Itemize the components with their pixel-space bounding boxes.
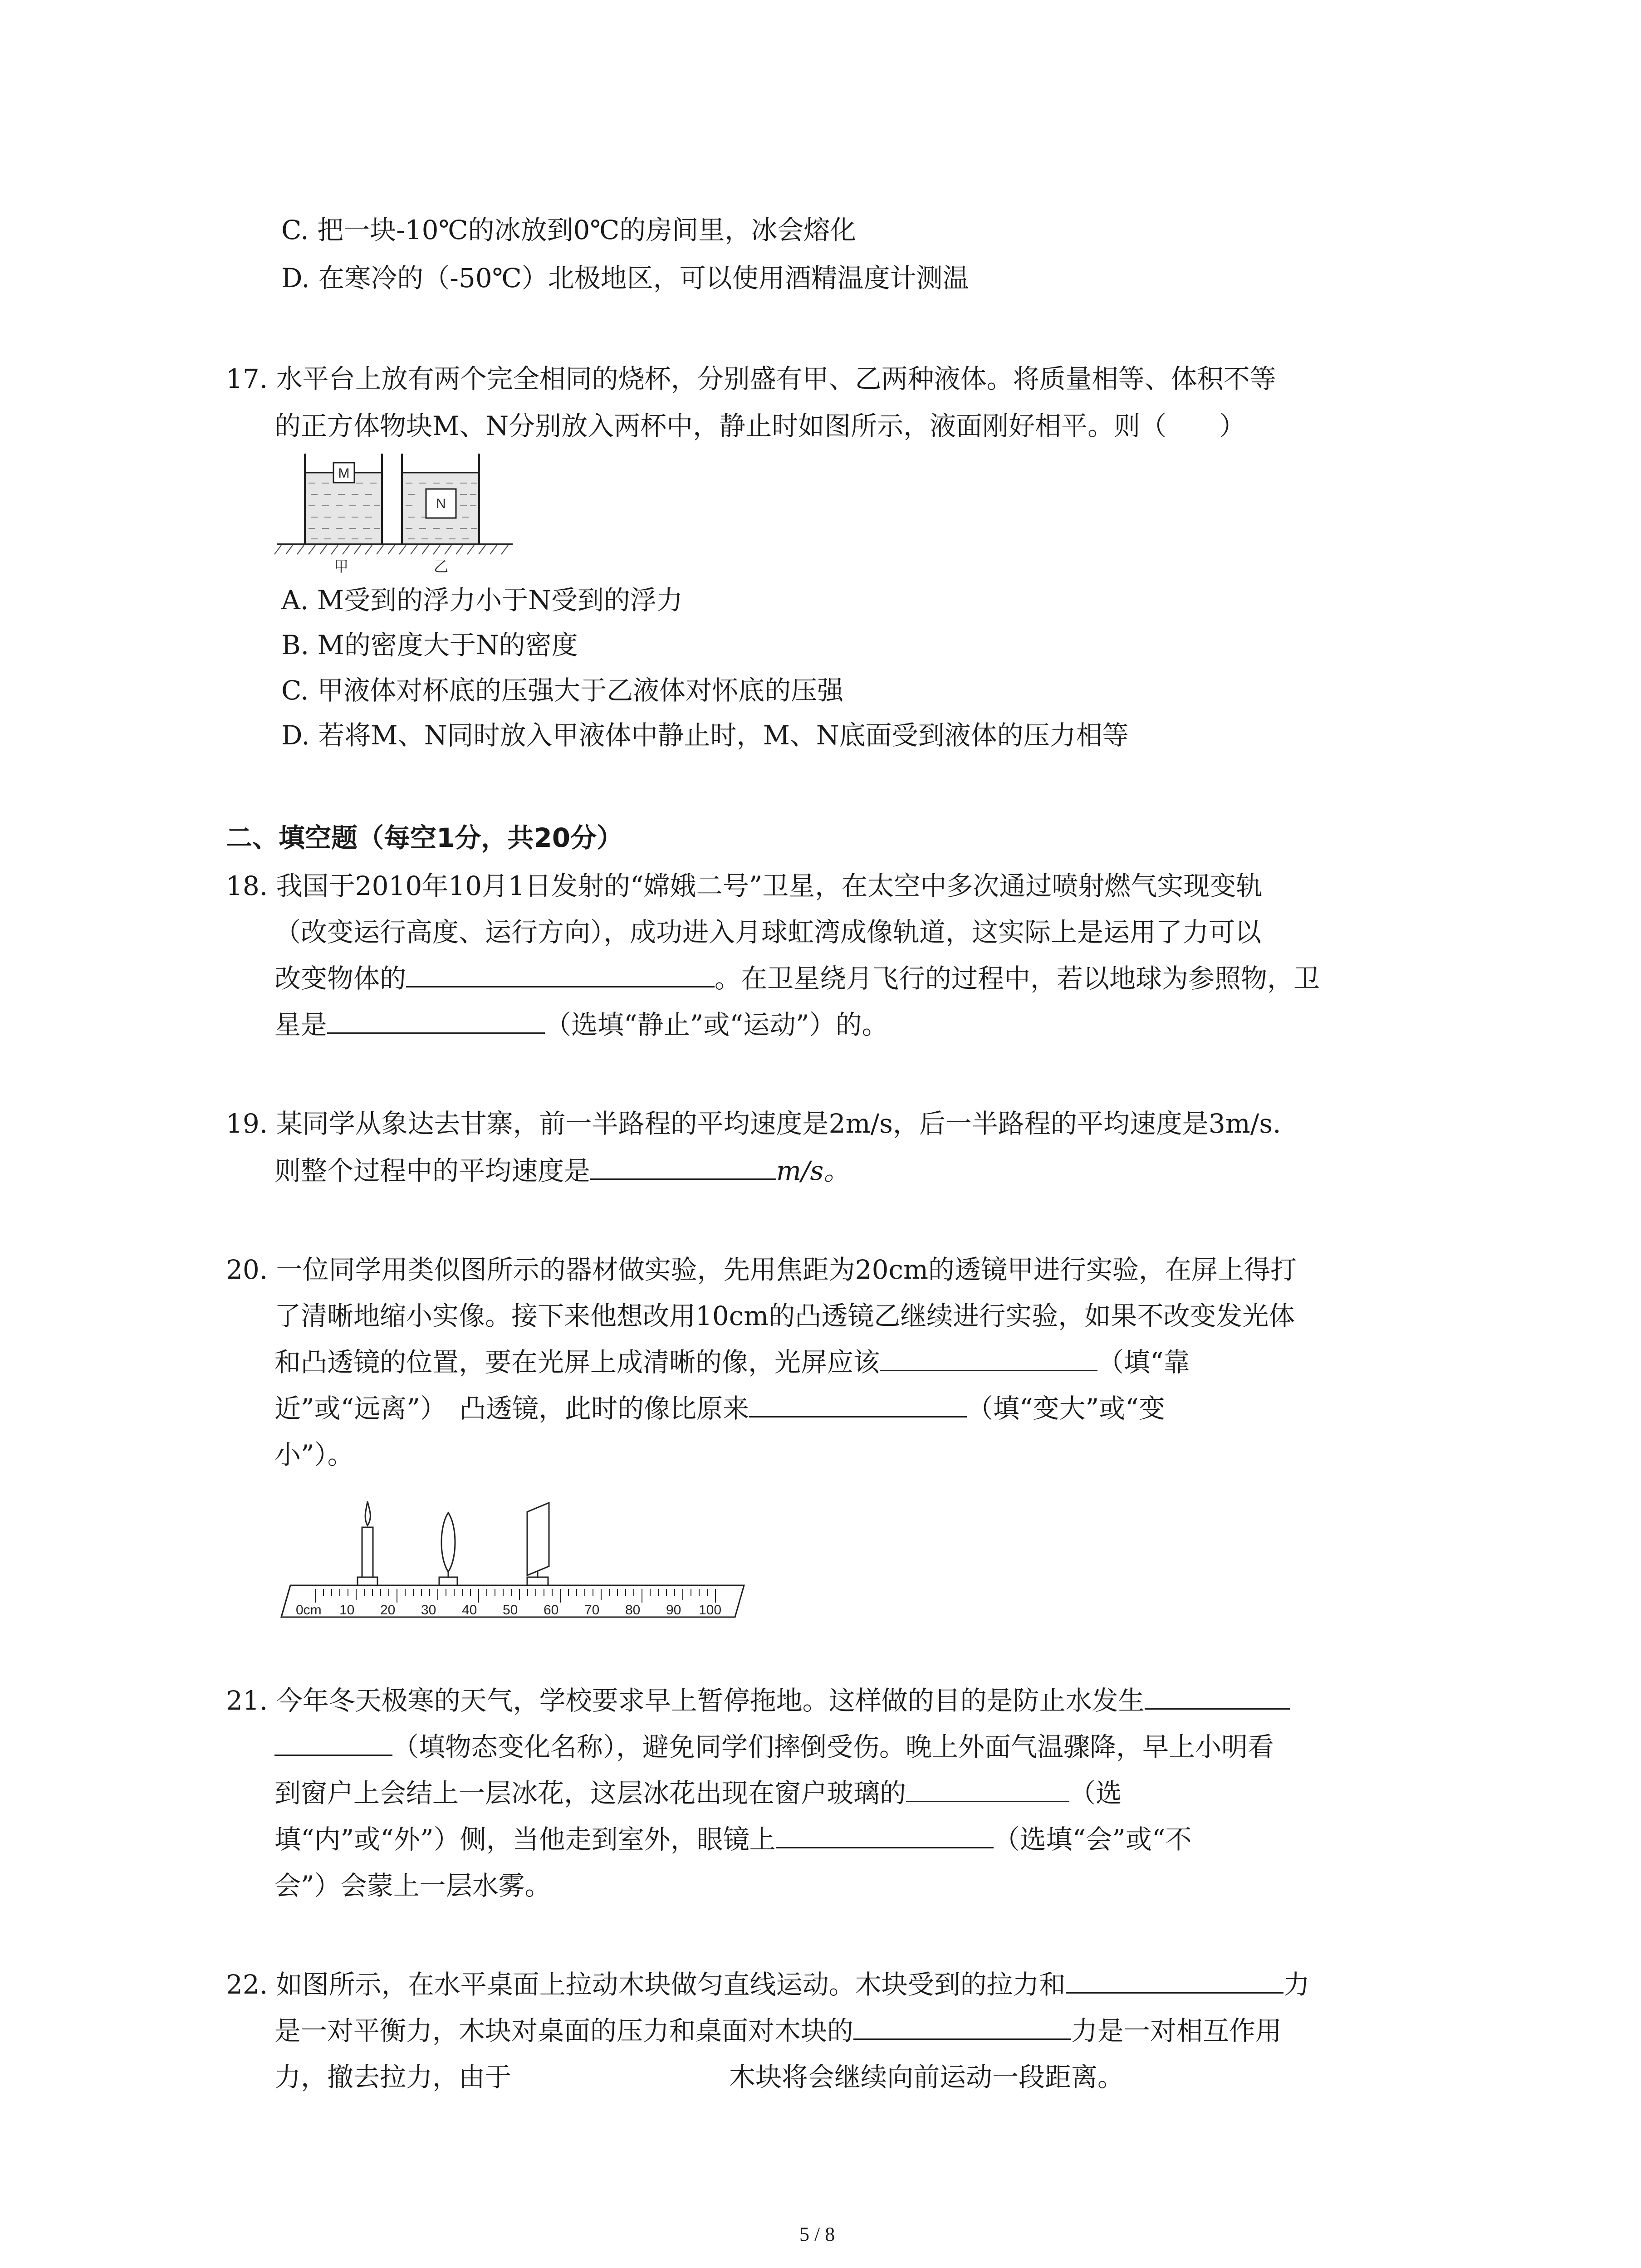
q21-answer-blank-2[interactable] <box>906 1777 1069 1802</box>
ruler-label-60: 60 <box>544 1603 559 1618</box>
optical-bench-figure <box>277 1499 758 1622</box>
q19-answer-blank[interactable] <box>590 1155 776 1180</box>
q20-answer-blank-1[interactable] <box>880 1346 1097 1371</box>
ruler-label-20: 20 <box>380 1603 396 1618</box>
q18-line3 <box>274 963 1320 994</box>
candle-icon <box>358 1501 377 1585</box>
q21-answer-blank-3[interactable] <box>776 1823 994 1848</box>
q20-line5: 小”）。 <box>274 1439 354 1470</box>
q22-line1-text-b: 力 <box>1283 1969 1310 2000</box>
q17-stem-line2: 的正方体物块M、N分别放入两杯中，静止时如图所示，液面刚好相平。则（ ） <box>274 411 1246 441</box>
q21-answer-blank-1a[interactable] <box>1145 1685 1290 1710</box>
q21-line1 <box>226 1685 1290 1716</box>
q20-line3-text-a: 和凸透镜的位置，要在光屏上成清晰的像，光屏应该 <box>274 1347 880 1378</box>
q20-line4-text-a: 近”或“远离”） 凸透镜，此时的像比原来 <box>274 1393 749 1424</box>
q20-answer-blank-2[interactable] <box>749 1393 967 1418</box>
beakers-figure <box>272 449 517 581</box>
q20-line3-text-b: （填“靠 <box>1097 1347 1190 1378</box>
q18-line3-text-a: 改变物体的 <box>274 963 407 994</box>
ruler-label-100: 100 <box>699 1603 722 1618</box>
q20-line2: 了清晰地缩小实像。接下来他想改用10cm的凸透镜乙继续进行实验，如果不改变发光体 <box>274 1300 1295 1331</box>
q21-line5: 会”）会蒙上一层水雾。 <box>274 1870 551 1901</box>
q18-line3-text-b: 。在卫星绕月飞行的过程中，若以地球为参照物，卫 <box>715 963 1320 994</box>
q17-option-d: D. 若将M、N同时放入甲液体中静止时，M、N底面受到液体的压力相等 <box>281 720 1129 751</box>
section-heading: 二、填空题（每空1分，共20分） <box>226 822 623 853</box>
q21-line2-text: （填物态变化名称），避免同学们摔倒受伤。晚上外面气温骤降，早上小明看 <box>392 1731 1274 1762</box>
q22-line3-text-b: 木块将会继续向前运动一段距离。 <box>729 2062 1124 2092</box>
ruler-label-40: 40 <box>462 1603 477 1618</box>
q22-line2 <box>274 2015 1282 2047</box>
q18-line2: （改变运行高度、运行方向），成功进入月球虹湾成像轨道，这实际上是运用了力可以 <box>274 917 1262 948</box>
page-number: 5 / 8 <box>799 2223 835 2245</box>
q19-line2 <box>274 1155 850 1187</box>
ruler-label-90: 90 <box>666 1603 681 1618</box>
q21-line3-text-a: 到窗户上会结上一层冰花，这层冰花出现在窗户玻璃的 <box>274 1778 906 1809</box>
q21-line2 <box>274 1731 1274 1763</box>
q18-line4-text-a: 星是 <box>274 1009 328 1040</box>
q18-answer-blank-1[interactable] <box>406 963 715 987</box>
q20-line4-text-b: （填“变大”或“变 <box>966 1393 1165 1424</box>
beaker-jia-label: 甲 <box>333 558 349 575</box>
q22-line2-text-a: 是一对平衡力，木块对桌面的压力和桌面对木块的 <box>274 2015 854 2046</box>
q17-option-b: B. M的密度大于N的密度 <box>281 630 578 660</box>
screen-icon <box>527 1503 549 1585</box>
q22-line1-text-a: 22. 如图所示，在水平桌面上拉动木块做匀直线运动。木块受到的拉力和 <box>226 1969 1066 2000</box>
q22-line3 <box>274 2061 1124 2093</box>
ruler-label-70: 70 <box>584 1603 600 1618</box>
q19-line2-text-a: 则整个过程中的平均速度是 <box>274 1155 591 1186</box>
q21-line3-text-b: （选 <box>1069 1778 1122 1809</box>
q18-answer-blank-2[interactable] <box>327 1009 545 1034</box>
ruler-label-80: 80 <box>625 1603 641 1618</box>
q20-line3 <box>274 1346 1190 1378</box>
q20-line4 <box>274 1393 1165 1424</box>
q18-line1: 18. 我国于2010年10月1日发射的“嫦娥二号”卫星，在太空中多次通过喷射燃气实现变轨 <box>226 870 1263 901</box>
q17-stem-line1: 17. 水平台上放有两个完全相同的烧杯，分别盛有甲、乙两种液体。将质量相等、体积不等 <box>226 363 1276 394</box>
q19-line1: 19. 某同学从象达去甘寨，前一半路程的平均速度是2m/s，后一半路程的平均速度是3m/s. <box>226 1108 1281 1139</box>
q21-line4-text-a: 填“内”或“外”）侧，当他走到室外，眼镜上 <box>274 1824 776 1855</box>
q21-line4 <box>274 1823 1192 1855</box>
ruler-label-30: 30 <box>421 1603 436 1618</box>
q22-answer-blank-1[interactable] <box>1066 1969 1283 1994</box>
ruler-label-10: 10 <box>339 1603 355 1618</box>
beaker-yi-label: 乙 <box>433 558 449 575</box>
q17-option-c: C. 甲液体对杯底的压强大于乙液体对怀底的压强 <box>281 675 844 706</box>
block-m-label: M <box>338 466 350 481</box>
q22-answer-blank-2[interactable] <box>853 2015 1071 2040</box>
q16-option-c: C. 把一块-10℃的冰放到0℃的房间里，冰会熔化 <box>281 215 857 245</box>
q21-answer-blank-1b[interactable] <box>274 1731 392 1756</box>
q20-line1: 20. 一位同学用类似图所示的器材做实验，先用焦距为20cm的透镜甲进行实验，在屏上得打 <box>226 1254 1297 1285</box>
q21-line1-text: 21. 今年冬天极寒的天气，学校要求早上暂停拖地。这样做的目的是防止水发生 <box>226 1685 1145 1716</box>
q16-option-d: D. 在寒冷的（-50℃）北极地区，可以使用酒精温度计测温 <box>281 263 969 293</box>
q22-line3-text-a: 力，撤去拉力，由于 <box>274 2062 512 2092</box>
q22-line1 <box>226 1969 1310 2000</box>
q19-unit: m/s。 <box>776 1155 850 1186</box>
q21-line4-text-b: （选填“会”或“不 <box>993 1824 1192 1855</box>
convex-lens-icon <box>439 1513 457 1585</box>
ruler-label-0cm: 0cm <box>296 1603 322 1618</box>
block-n-label: N <box>436 496 446 511</box>
q17-option-a: A. M受到的浮力小于N受到的浮力 <box>281 585 683 616</box>
q18-line4-text-b: （选填“静止”或“运动”）的。 <box>545 1009 888 1040</box>
q18-line4 <box>274 1009 888 1041</box>
q21-line3 <box>274 1777 1122 1809</box>
q22-line2-text-b: 力是一对相互作用 <box>1071 2015 1282 2046</box>
ruler-label-50: 50 <box>503 1603 518 1618</box>
